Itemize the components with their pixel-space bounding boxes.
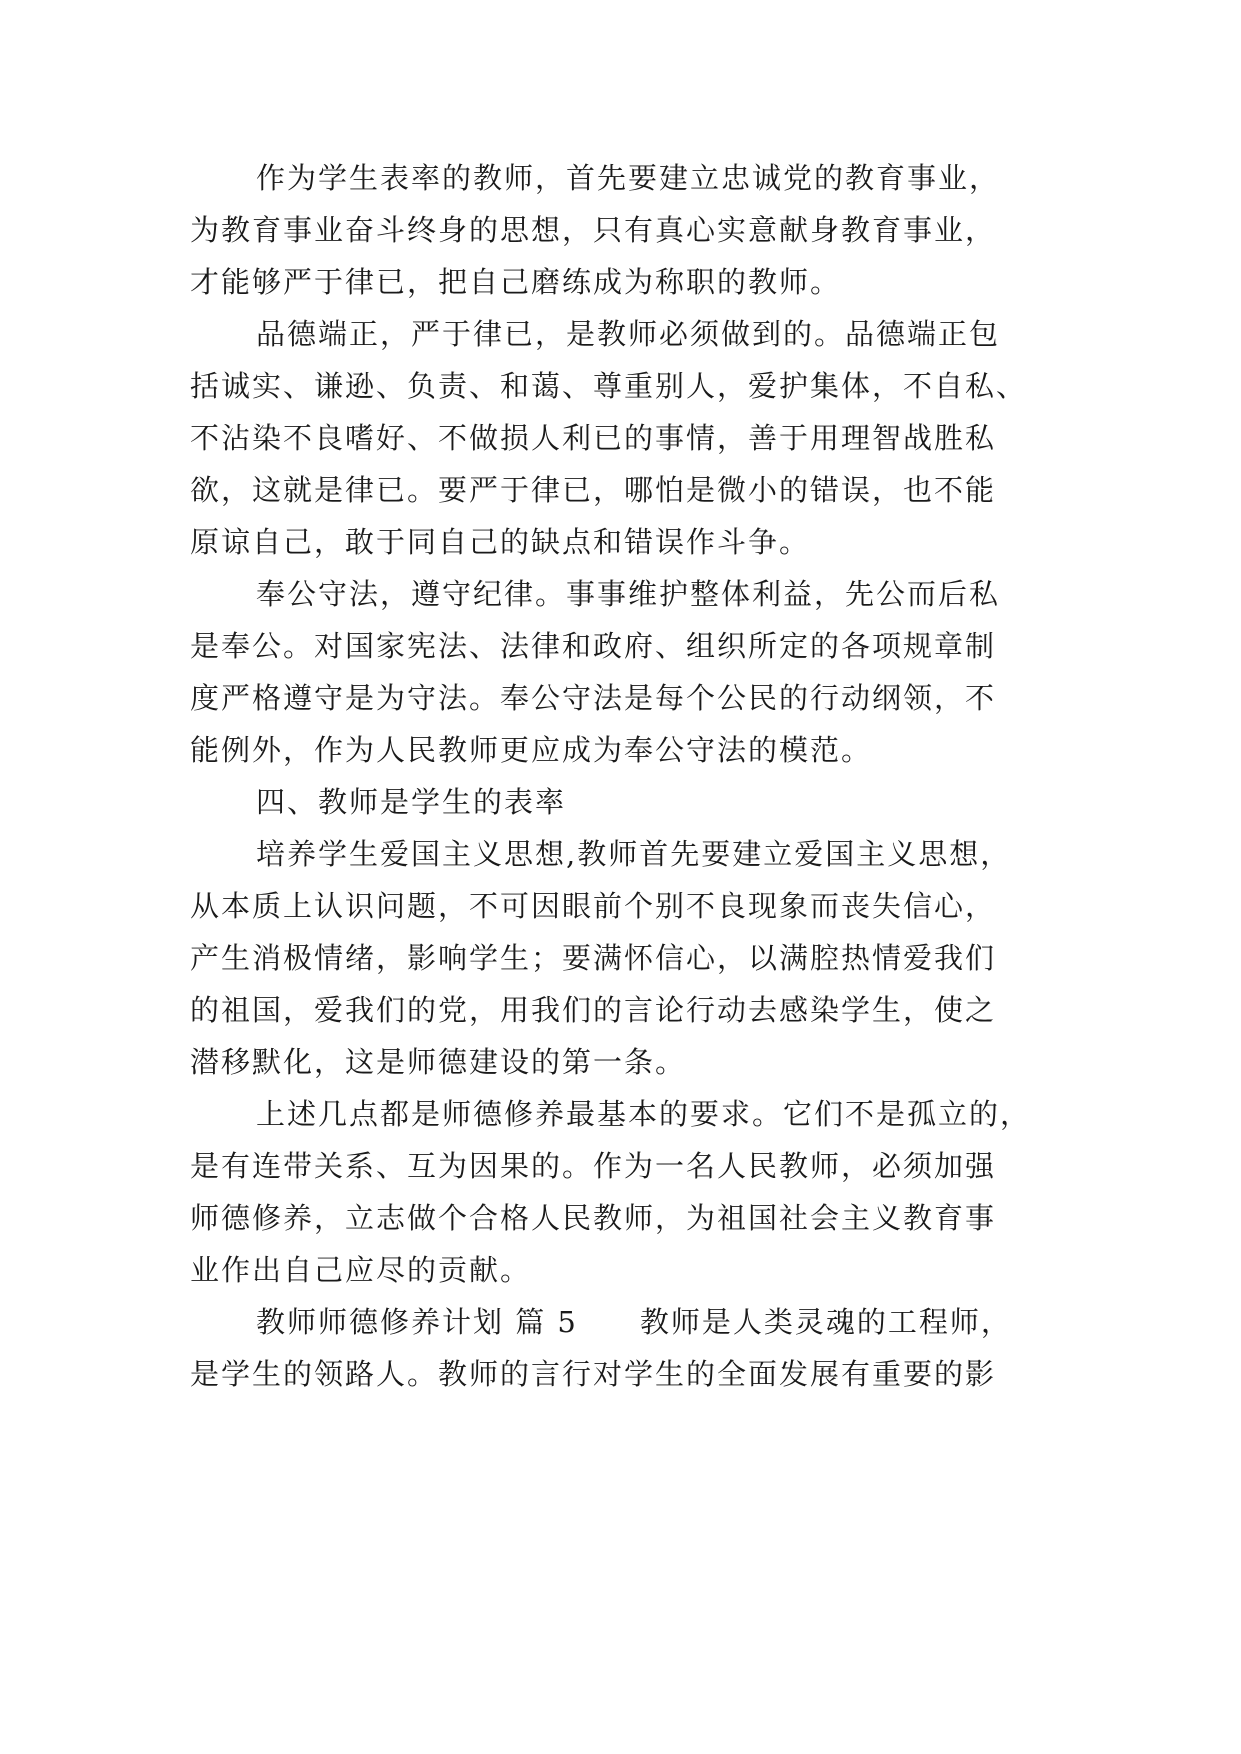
body-text	[190, 152, 1070, 1400]
paragraph-line: 括诚实、谦逊、负责、和蔼、尊重别人，爱护集体，不自私、	[190, 369, 1028, 403]
paragraph-line: 潜移默化，这是师德建设的第一条。	[190, 1045, 687, 1079]
paragraph-line: 业作出自己应尽的贡献。	[190, 1253, 532, 1287]
paragraph-line: 不沾染不良嗜好、不做损人利已的事情，善于用理智战胜私	[190, 421, 997, 455]
section-first-sentence: 教师是人类灵魂的工程师，	[639, 1305, 1012, 1339]
subsection-heading: 四、教师是学生的表率	[256, 785, 567, 819]
paragraph-line: 是奉公。对国家宪法、法律和政府、组织所定的各项规章制	[190, 629, 997, 663]
paragraph-line: 从本质上认识问题，不可因眼前个别不良现象而丧失信心，	[190, 889, 997, 923]
paragraph-line: 奉公守法，遵守纪律。事事维护整体利益，先公而后私	[256, 577, 1001, 611]
section-title: 教师师德修养计划 篇 5	[256, 1305, 578, 1339]
paragraph-line: 师德修养，立志做个合格人民教师，为祖国社会主义教育事	[190, 1201, 997, 1235]
paragraph-line: 培养学生爱国主义思想,教师首先要建立爱国主义思想，	[256, 837, 1012, 871]
paragraph-line: 是学生的领路人。教师的言行对学生的全面发展有重要的影	[190, 1357, 997, 1391]
paragraph-line: 作为学生表率的教师，首先要建立忠诚党的教育事业，	[256, 161, 1001, 195]
paragraph-line: 度严格遵守是为守法。奉公守法是每个公民的行动纲领，不	[190, 681, 997, 715]
section-heading-line	[190, 1296, 1070, 1348]
paragraph-line: 上述几点都是师德修养最基本的要求。它们不是孤立的，	[256, 1097, 1032, 1131]
paragraph-line: 的祖国，爱我们的党，用我们的言论行动去感染学生，使之	[190, 993, 997, 1027]
paragraph-line: 为教育事业奋斗终身的思想，只有真心实意献身教育事业，	[190, 213, 997, 247]
paragraph-line: 欲，这就是律已。要严于律已，哪怕是微小的错误，也不能	[190, 473, 997, 507]
paragraph-line: 是有连带关系、互为因果的。作为一名人民教师，必须加强	[190, 1149, 997, 1183]
paragraph-line: 原谅自己，敢于同自己的缺点和错误作斗争。	[190, 525, 811, 559]
paragraph-line: 产生消极情绪，影响学生；要满怀信心，以满腔热情爱我们	[190, 941, 997, 975]
paragraph-line: 品德端正，严于律已，是教师必须做到的。品德端正包	[256, 317, 1001, 351]
paragraph-line: 才能够严于律已，把自己磨练成为称职的教师。	[190, 265, 842, 299]
paragraph-line: 能例外，作为人民教师更应成为奉公守法的模范。	[190, 733, 873, 767]
